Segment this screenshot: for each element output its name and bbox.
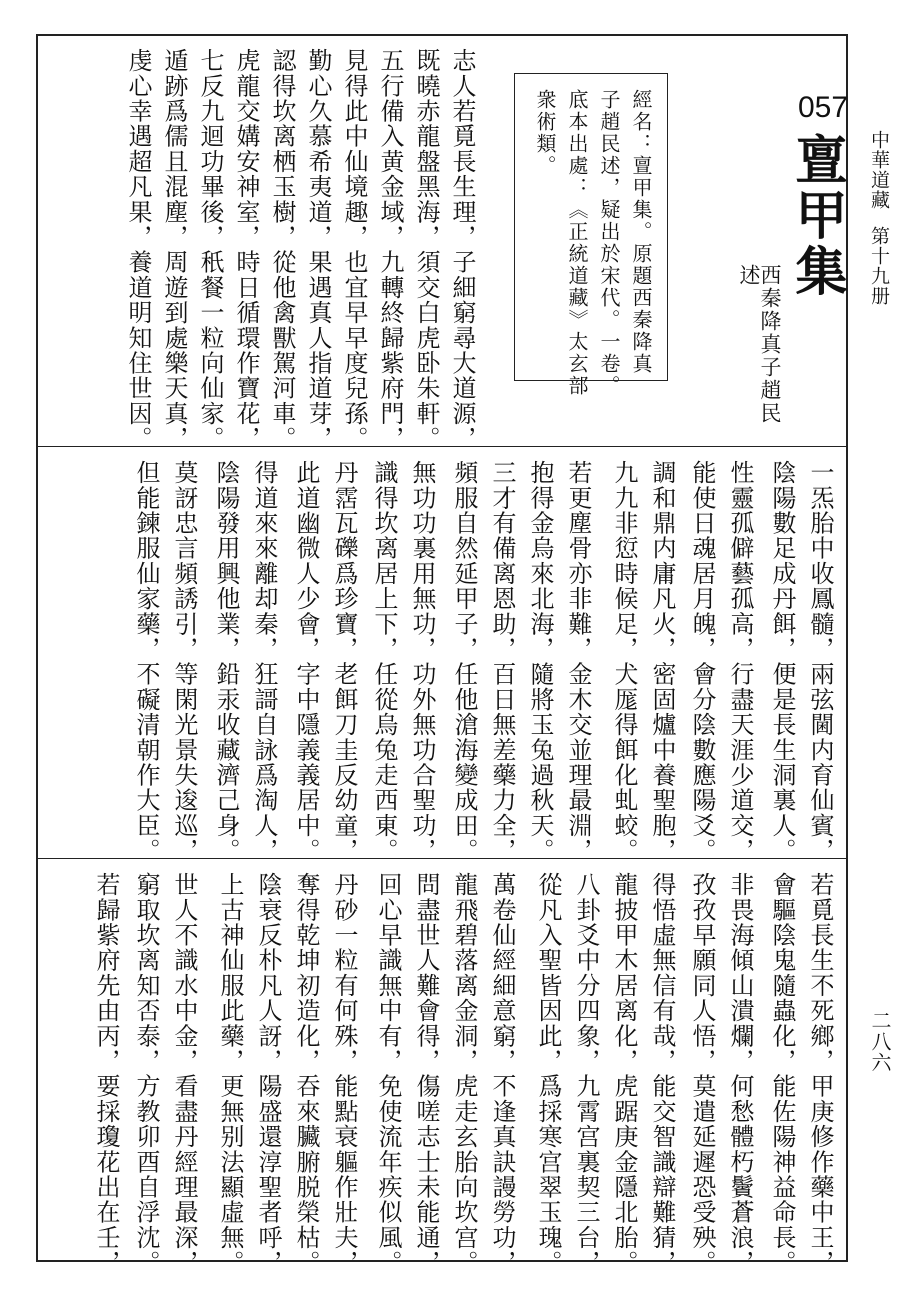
verse-line: 志人若覓長生理，子細窮尋大道源， xyxy=(448,48,476,452)
verse-line: 萬卷仙經細意窮，不逢真訣謾勞功， xyxy=(488,872,516,1276)
verse-line: 無功功裏用無功，功外無功合聖功， xyxy=(408,460,436,864)
info-line: 子趙民述，疑出於宋代。一卷。 xyxy=(597,89,621,397)
verse-line: 勤心久慕希夷道，果遇真人指道芽， xyxy=(304,48,332,452)
verse-line: 但能鍊服仙家藥，不礙清朝作大臣。 xyxy=(132,460,160,864)
verse-line: 若歸紫府先由丙，要採瓊花出在壬， xyxy=(92,872,120,1276)
verse-line: 龍飛碧落离金洞，虎走玄胎向坎宫。 xyxy=(450,872,478,1276)
verse-line: 認得坎离栖玉樹，從他禽獸駕河車。 xyxy=(268,48,296,452)
verse-line: 虔心幸遇超凡果，養道明知住世因。 xyxy=(124,48,152,452)
info-box xyxy=(514,73,668,397)
section-divider xyxy=(38,858,846,859)
verse-line: 一炁胎中收鳳髓，兩弦閫内育仙賓， xyxy=(806,460,834,864)
work-title: 亶甲集 xyxy=(786,132,847,300)
info-line: 底本出處：《正統道藏》太玄部 xyxy=(565,89,589,397)
verse-line: 上古神仙服此藥，更無别法顯虛無。 xyxy=(216,872,244,1276)
work-number: 057 xyxy=(798,91,849,124)
page-frame xyxy=(36,34,849,1276)
info-line: 衆術類。 xyxy=(533,89,557,177)
verse-line: 性靈孤僻藝孤高，行盡天涯少道交， xyxy=(726,460,754,864)
verse-line: 識得坎离居上下，任從烏兔走西東。 xyxy=(370,460,398,864)
verse-line: 頻服自然延甲子，任他滄海變成田。 xyxy=(450,460,478,864)
verse-line: 丹霑瓦礫爲珍寶，老餌刀圭反幼童， xyxy=(330,460,358,864)
verse-line: 若更塵骨亦非難，金木交並理最淵， xyxy=(564,460,592,864)
verse-line: 丹砂一粒有何殊，能點衰軀作壯夫， xyxy=(330,872,358,1276)
verse-line: 窮取坎离知否泰，方教卯酉自浮沈。 xyxy=(132,872,160,1276)
verse-line: 九九非愆時候足，犬厖得餌化虬蛟。 xyxy=(610,460,638,864)
verse-line: 既曉赤龍盤黑海，須交白虎卧朱軒。 xyxy=(412,48,440,452)
section-bottom xyxy=(38,860,846,1276)
verse-line: 世人不識水中金，看盡丹經理最深， xyxy=(170,872,198,1276)
verse-line: 莫訝忠言頻誘引，等閑光景失逡巡， xyxy=(170,460,198,864)
verse-line: 奪得乾坤初造化，吞來臟腑脱榮枯。 xyxy=(292,872,320,1276)
verse-line: 陰陽數足成丹餌，便是長生洞裏人。 xyxy=(768,460,796,864)
verse-line: 三才有備离恩助，百日無差藥力全， xyxy=(488,460,516,864)
section-middle xyxy=(38,448,846,864)
verse-line: 龍披甲木居离化，虎踞庚金隱北胎。 xyxy=(610,872,638,1276)
verse-line: 陰陽發用興他業，鉛汞收藏濟己身。 xyxy=(212,460,240,864)
verse-line: 七反九迴功畢後，秖餐一粒向仙家。 xyxy=(196,48,224,452)
verse-line: 調和鼎内庸凡火，密固爐中養聖胞， xyxy=(648,460,676,864)
verse-line: 八卦爻中分四象，九霄宫裏契三台， xyxy=(572,872,600,1276)
verse-line: 非畏海傾山潰爛，何愁體朽鬢蒼浪， xyxy=(726,872,754,1276)
collection-title: 中華道藏 xyxy=(868,130,890,210)
verse-line: 會驅陰鬼隨蟲化，能佐陽神益命長。 xyxy=(768,872,796,1276)
section-top xyxy=(38,36,849,452)
verse-line: 若覓長生不死鄉，甲庚修作藥中王， xyxy=(806,872,834,1276)
verse-line: 得道來來離却秦，狂謌自詠爲淘人， xyxy=(250,460,278,864)
page-number: 二八六 xyxy=(868,1010,892,1073)
verse-line: 此道幽微人少會，字中隱義義居中。 xyxy=(292,460,320,864)
verse-line: 孜孜早願同人悟，莫遣延遲恐受殃。 xyxy=(688,872,716,1276)
info-line: 經名：亶甲集。原題西秦降真 xyxy=(629,89,653,375)
verse-line: 見得此中仙境趣，也宜早早度兒孫。 xyxy=(340,48,368,452)
verse-line: 虎龍交媾安神室，時日循環作寶花， xyxy=(232,48,260,452)
volume-label: 第十九册 xyxy=(868,226,890,306)
verse-line: 抱得金烏來北海，隨將玉兔過秋天。 xyxy=(526,460,554,864)
verse-line: 回心早識無中有，免使流年疾似風。 xyxy=(374,872,402,1276)
verse-line: 問盡世人難會得，傷嗟志士未能通， xyxy=(412,872,440,1276)
verse-line: 從凡入聖皆因此，爲採寒宫翠玉瑰。 xyxy=(534,872,562,1276)
section-divider xyxy=(38,446,846,447)
verse-line: 遁跡爲儒且混塵，周遊到處樂天真， xyxy=(160,48,188,452)
verse-line: 陰衰反朴凡人訝，陽盛還淳聖者呼， xyxy=(254,872,282,1276)
verse-line: 能使日魂居月魄，會分陰數應陽爻。 xyxy=(688,460,716,864)
verse-line: 五行備入黄金域，九轉終歸紫府門， xyxy=(376,48,404,452)
verse-line: 得悟虛無信有哉，能交智識辯難猜， xyxy=(648,872,676,1276)
author-line: 西秦降真子趙民述 xyxy=(737,264,782,425)
